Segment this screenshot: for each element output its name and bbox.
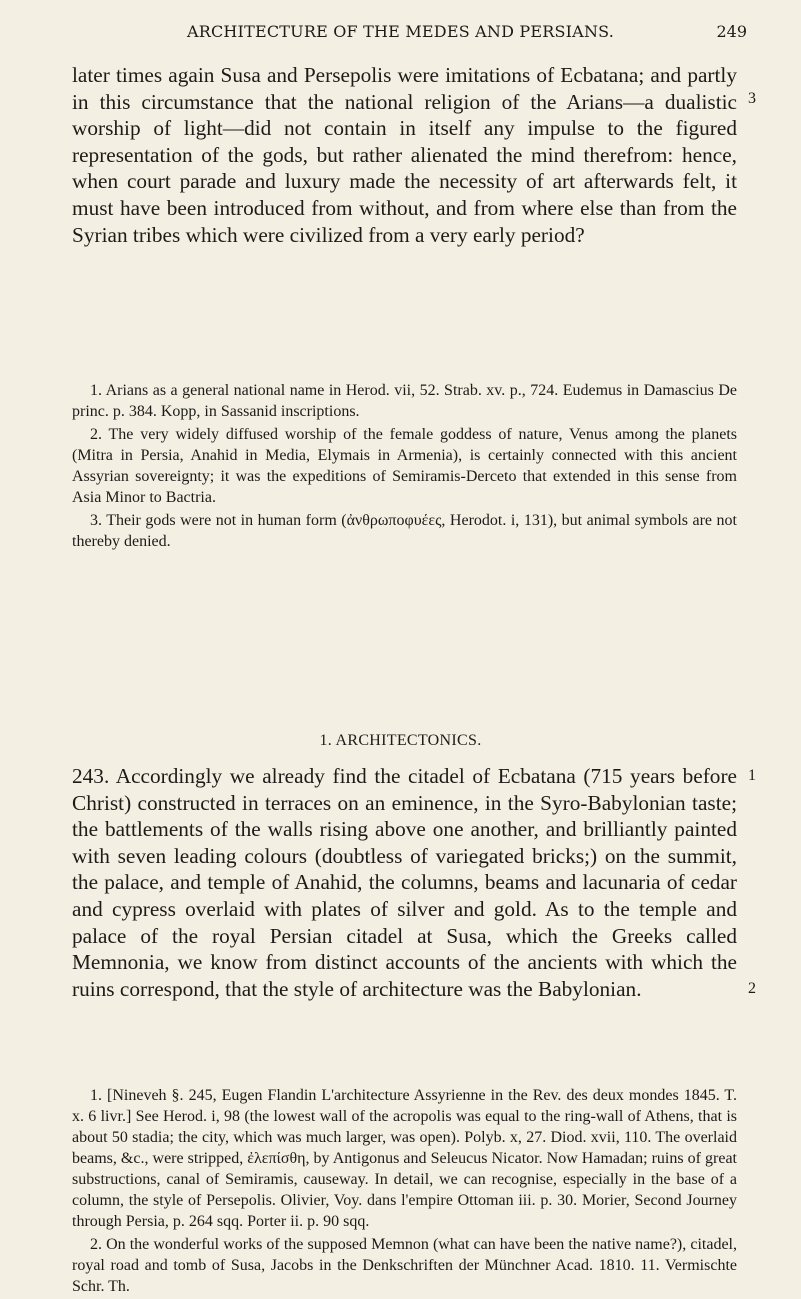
footnotes-block-2 [72, 1085, 737, 1299]
running-title: ARCHITECTURE OF THE MEDES AND PERSIANS. [186, 22, 615, 41]
page-number: 249 [716, 22, 747, 41]
footnote-memnon: 2. On the wonderful works of the supposed Memnon (what can have been the native name?), citadel, royal road and tomb of Susa, Jacobs in the Denkschriften der Münchner Acad. 1810. 11. Vermischte Schr. Th. [72, 1236, 737, 1295]
paragraph-continued: later times again Susa and Persepolis were imitations of Ecbatana; and partly in this circumstance that the national religion of the Arians—a dualistic worship of light—did not contain in itself any impulse to the figured representation of the gods, but rather alienated the mind therefrom: hence, when court parade and luxury made the necessity of art afterwards felt, it must have been introduced from without, and from where else than from the Syrian tribes which were civilized from a very early period? [72, 63, 737, 247]
paragraph-243: 243. Accordingly we already find the citadel of Ecbatana (715 years before Christ) constructed in terraces on an eminence, in the Syro-Babylonian taste; the battlements of the walls rising above one another, and brilliantly painted with seven leading colours (doubtless of variegated bricks;) on the summit, the palace, and temple of Anahid, the columns, beams and lacunaria of cedar and cypress overlaid with plates of silver and gold. As to the temple and palace of the royal Persian citadel at Susa, which the Greeks called Memnonia, we know from distinct accounts of the ancients with which the ruins correspond, that the style of architecture was the Babylonian. [72, 764, 737, 1001]
running-header [0, 22, 801, 52]
footnotes-block-1 [72, 380, 737, 554]
section-heading: 1. ARCHITECTONICS. [319, 732, 482, 749]
margin-note-ref-1: 1 [748, 767, 756, 784]
footnote-2: 2. The very widely diffused worship of the female goddess of nature, Venus among the planets (Mitra in Persia, Anahid in Media, Elymais in Armenia), is certainly connected with this ancient Assyrian sovereignty; it was the expeditions of Semiramis-Derceto that extended in this sense from Asia Minor to Bactria. [72, 426, 737, 506]
margin-note-ref-2: 2 [748, 980, 756, 997]
margin-note-ref-3: 3 [748, 90, 756, 107]
footnote-3: 3. Their gods were not in human form (ἀνθρωποφυέες, Herodot. i, 131), but animal symbols are not thereby denied. [72, 512, 737, 550]
footnote-1: 1. Arians as a general national name in Herod. vii, 52. Strab. xv. p., 724. Eudemus in Damascius De princ. p. 384. Kopp, in Sassanid inscriptions. [72, 382, 737, 420]
footnote-nineveh: 1. [Nineveh §. 245, Eugen Flandin L'architecture Assyrienne in the Rev. des deux mondes 1845. T. x. 6 livr.] See Herod. i, 98 (the lowest wall of the acropolis was equal to the ring-wall of Athens, that is about 50 stadia; the city, which was much larger, was open). Polyb. x, 27. Diod. xvii, 110. The overlaid beams, &c., were stripped, ἐλεπίσθη, by Antigonus and Seleucus Nicator. Now Hamadan; ruins of great substructions, canal of Semiramis, causeway. In detail, we can recognise, especially in the base of a column, the style of Persepolis. Olivier, Voy. dans l'empire Ottoman iii. p. 30. Morier, Second Journey through Persia, p. 264 sqq. Porter ii. p. 90 sqq. [72, 1087, 737, 1230]
